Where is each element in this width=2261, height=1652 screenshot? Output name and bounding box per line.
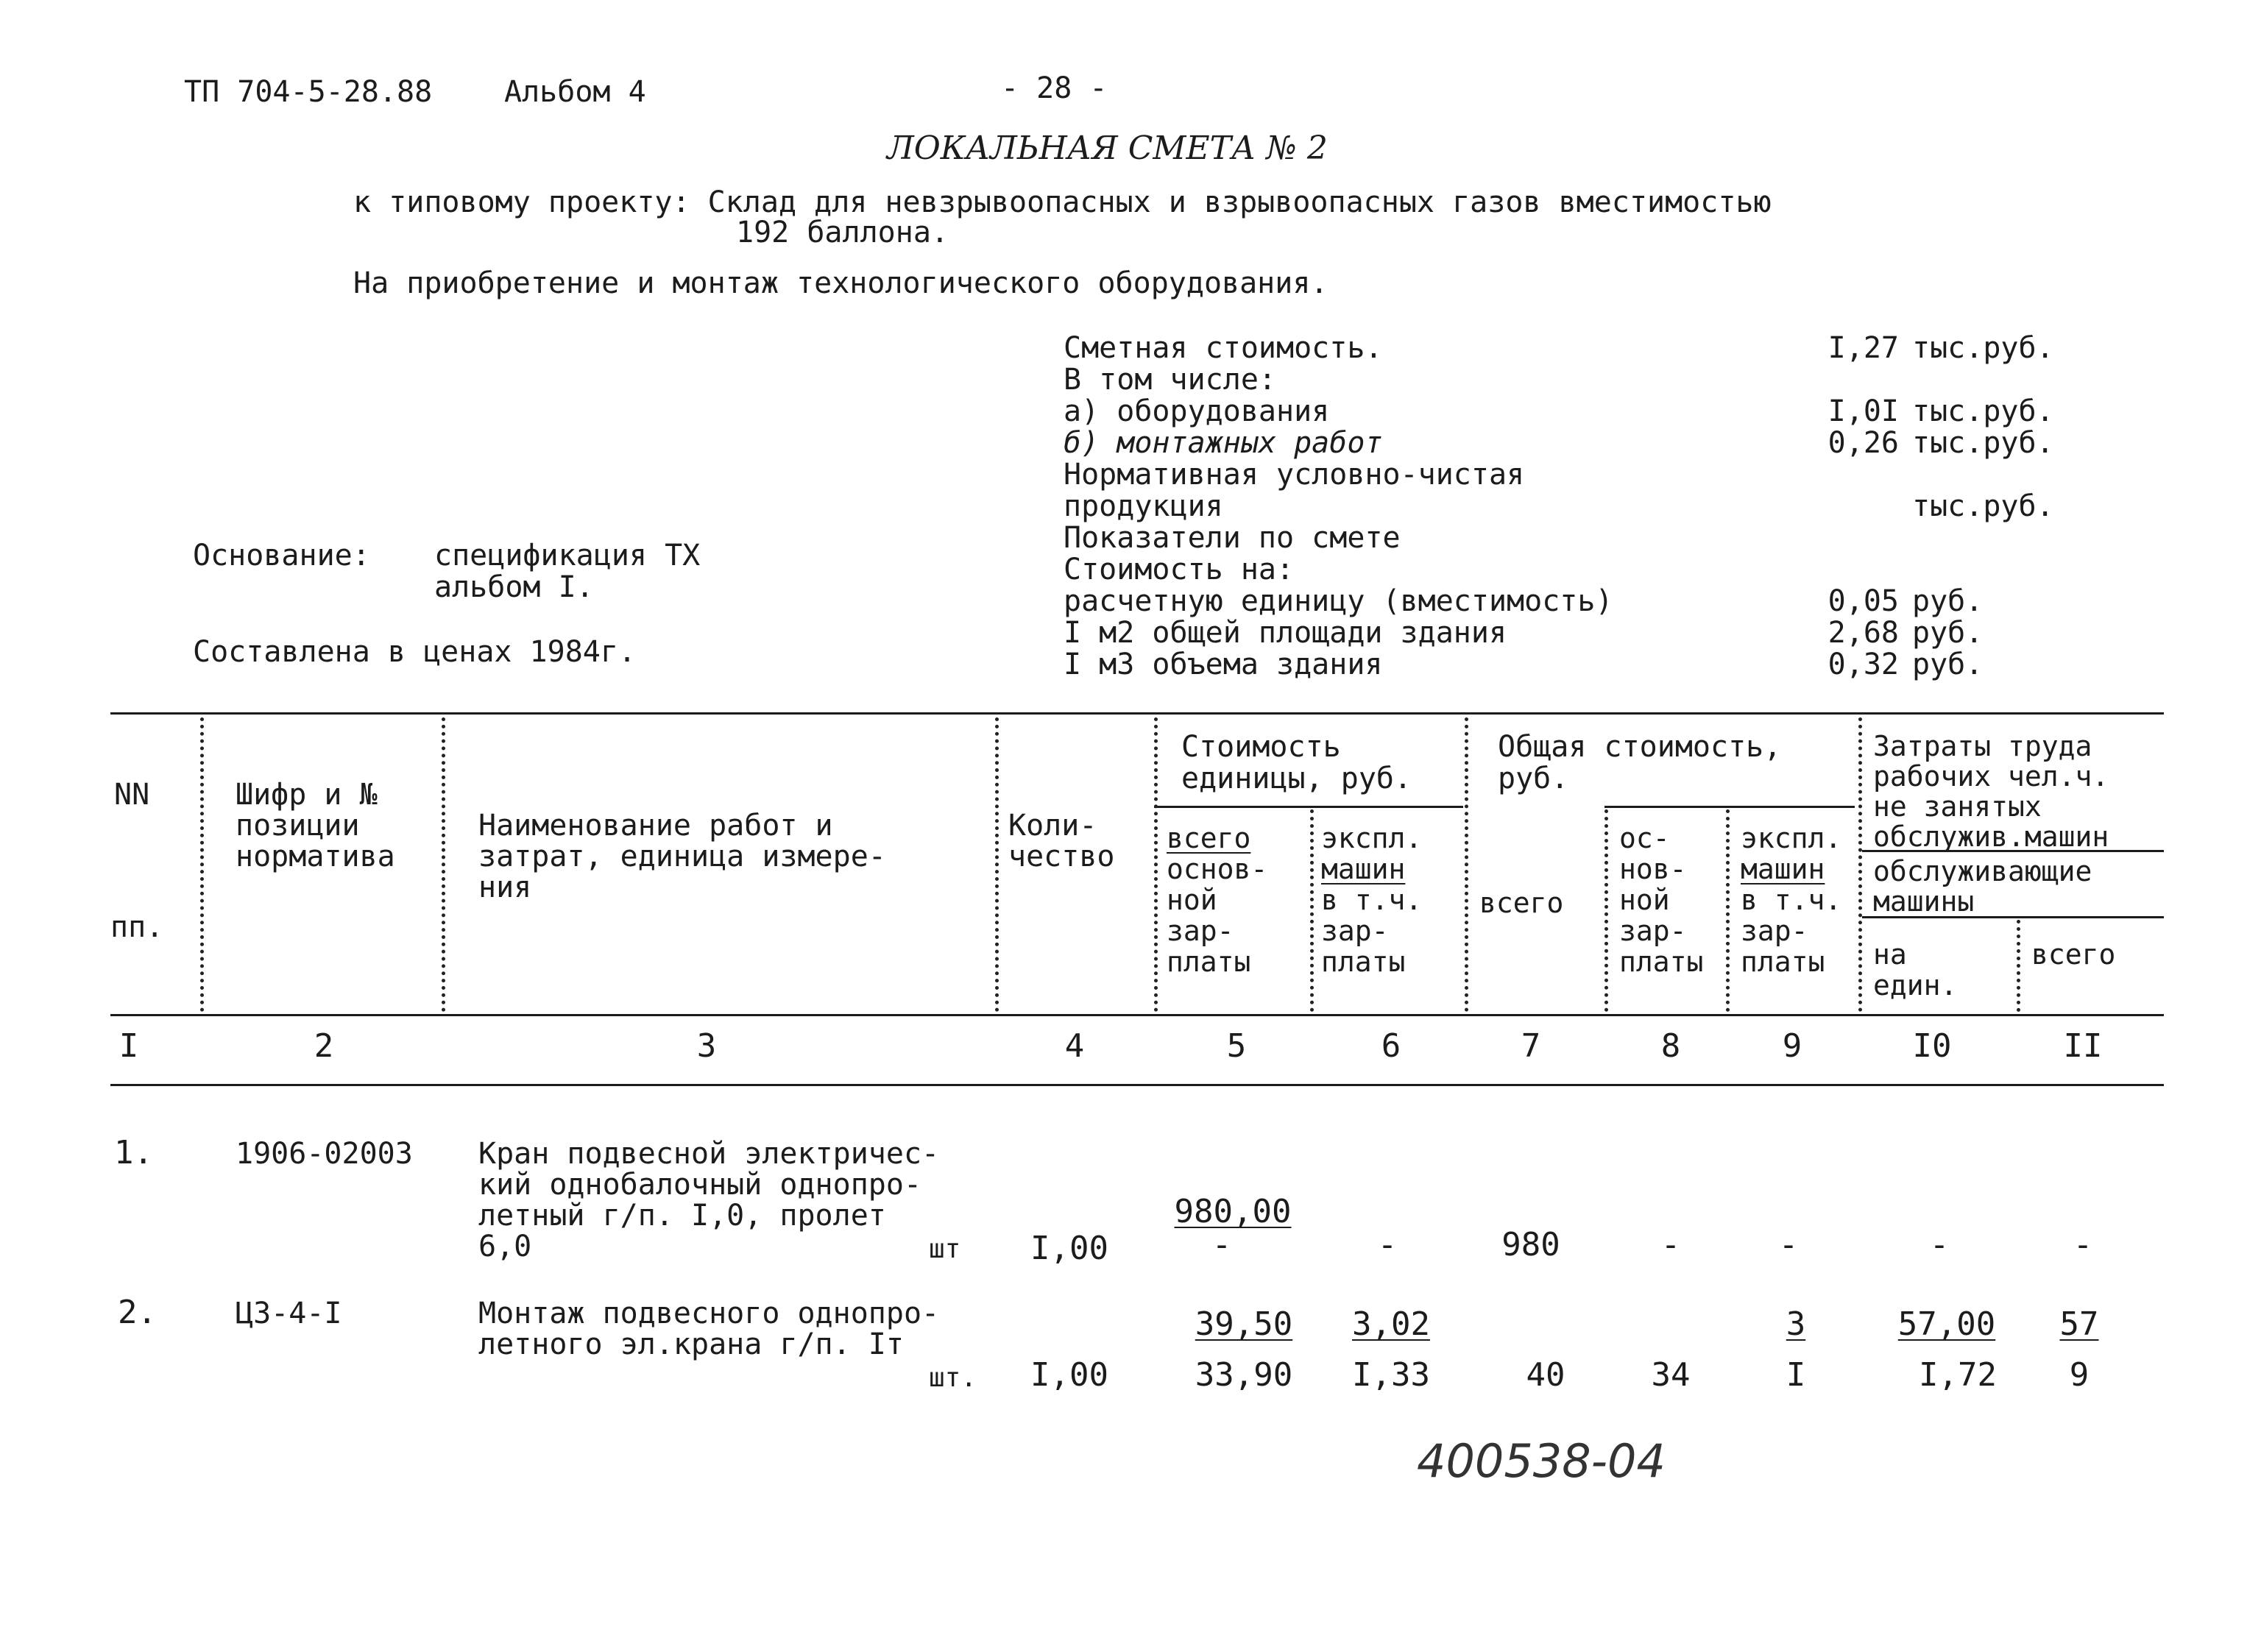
header-qty: чество <box>1008 840 1115 873</box>
summary-unit: тыс.руб. <box>1912 426 2054 460</box>
summary-unit: тыс.руб. <box>1912 489 2054 523</box>
row-total-machine: - <box>1778 1226 1799 1263</box>
row-number: 1. <box>114 1134 153 1171</box>
column-separator <box>1465 717 1468 1012</box>
summary-label: В том числе: <box>1064 363 1276 397</box>
row-total-machine-wages: I <box>1786 1356 1806 1394</box>
subheader-rule-unit-cost <box>1154 806 1463 808</box>
header-col6: экспл. <box>1321 822 1423 854</box>
column-number: 5 <box>1226 1027 1247 1065</box>
header-col11: всего <box>2031 938 2116 971</box>
row-name-line: летного эл.крана г/п. Iт <box>478 1327 904 1361</box>
row-name-line: Кран подвесной электричес- <box>478 1137 940 1171</box>
header-col8: ос- <box>1619 822 1670 854</box>
document-code: ТП 704-5-28.88 <box>184 75 433 109</box>
header-unit-cost-group: единицы, руб. <box>1181 762 1412 795</box>
summary-value: 0,05 <box>1827 584 1899 618</box>
row-unit-cost-wages: - <box>1211 1226 1232 1263</box>
header-name: затрат, единица измере- <box>478 840 886 873</box>
row-total-wages: 34 <box>1651 1356 1691 1394</box>
header-total-cost-group: руб. <box>1498 762 1569 795</box>
row-machine-cost: 3,02 <box>1352 1305 1430 1343</box>
column-number: 4 <box>1064 1027 1085 1065</box>
summary-label: I м2 общей площади здания <box>1064 616 1507 650</box>
basis-value-1: спецификация ТХ <box>434 539 701 572</box>
column-number: 3 <box>696 1027 717 1065</box>
summary-label: Показатели по смете <box>1064 521 1401 555</box>
row-unit-cost-total: 980,00 <box>1174 1193 1292 1230</box>
column-number: 8 <box>1660 1027 1681 1065</box>
row-unit: шт. <box>929 1363 977 1393</box>
column-separator <box>1310 809 1314 1012</box>
header-labor-sub1: обслужив.машин <box>1873 820 2109 853</box>
project-line-1: к типовому проекту: Склад для невзрывоопасных и взрывоопасных газов вместимостью <box>353 185 1772 219</box>
header-col9: в т.ч. <box>1741 884 1842 916</box>
header-nn: NN <box>114 778 150 812</box>
summary-label: Нормативная условно-чистая <box>1064 458 1525 492</box>
column-separator <box>995 717 999 1012</box>
column-separator <box>1858 717 1862 1012</box>
summary-label: Сметная стоимость. <box>1064 331 1383 365</box>
row-labor-total: - <box>2073 1226 2093 1263</box>
row-total: 40 <box>1526 1356 1565 1394</box>
estimate-purpose: На приобретение и монтаж технологического оборудования. <box>353 266 1328 300</box>
row-code: 1906-02003 <box>236 1137 413 1171</box>
header-col6: машин <box>1321 853 1406 885</box>
header-col5: ной <box>1167 884 1217 916</box>
summary-unit: руб. <box>1912 584 1984 618</box>
summary-unit: тыс.руб. <box>1912 331 2054 365</box>
header-name: ния <box>478 871 532 904</box>
row-machine-wages: I,33 <box>1352 1356 1430 1394</box>
column-number: II <box>2063 1027 2103 1065</box>
summary-unit: руб. <box>1912 648 1984 681</box>
summary-value: I,0I <box>1827 394 1899 428</box>
row-total: 980 <box>1501 1226 1560 1263</box>
page-number: - 28 - <box>1001 71 1108 105</box>
header-col9: машин <box>1741 853 1825 885</box>
album-label: Альбом 4 <box>504 75 646 109</box>
summary-value: 0,32 <box>1827 648 1899 681</box>
inventory-number: 400538-04 <box>1417 1434 1666 1488</box>
column-number: I0 <box>1912 1027 1952 1065</box>
header-labor-group: рабочих чел.ч. <box>1873 760 2109 793</box>
row-name-line: Монтаж подвесного однопро- <box>478 1297 940 1330</box>
header-unit-cost-group: Стоимость <box>1181 730 1341 764</box>
summary-label: расчетную единицу (вместимость) <box>1064 584 1613 618</box>
header-code: Шифр и № <box>236 778 378 812</box>
row-name-line: летный г/п. I,0, пролет <box>478 1199 886 1233</box>
header-labor-sub2: обслуживающие <box>1873 855 2092 887</box>
header-col6: зар- <box>1321 915 1389 947</box>
header-col8: ной <box>1619 884 1670 916</box>
column-separator <box>442 717 445 1012</box>
price-level: Составлена в ценах 1984г. <box>193 635 637 669</box>
column-number: 9 <box>1782 1027 1802 1065</box>
column-numbers-rule <box>110 1084 2164 1086</box>
header-col6: платы <box>1321 946 1406 978</box>
summary-value: 0,26 <box>1827 426 1899 460</box>
header-col5: зар- <box>1167 915 1234 947</box>
header-total-cost-group: Общая стоимость, <box>1498 730 1782 764</box>
column-separator <box>1726 809 1730 1012</box>
column-number: 2 <box>314 1027 334 1065</box>
column-separator <box>2017 920 2020 1012</box>
row-unit-cost-total: 39,50 <box>1195 1305 1293 1343</box>
row-name-line: 6,0 <box>478 1230 532 1263</box>
header-col9: платы <box>1741 946 1825 978</box>
basis-label: Основание: <box>193 539 370 572</box>
row-labor-unit: - <box>1929 1226 1950 1263</box>
column-separator <box>200 717 204 1012</box>
header-col9: зар- <box>1741 915 1808 947</box>
header-col10: на <box>1873 938 1907 971</box>
summary-value: 2,68 <box>1827 616 1899 650</box>
row-code: Ц3-4-I <box>236 1297 342 1330</box>
summary-value: I,27 <box>1827 331 1899 365</box>
row-total-wages: - <box>1660 1226 1681 1263</box>
header-col7: всего <box>1479 887 1564 919</box>
header-labor-group: не занятых <box>1873 790 2042 823</box>
summary-unit: тыс.руб. <box>1912 394 2054 428</box>
header-labor-group: Затраты труда <box>1873 730 2092 762</box>
header-code: норматива <box>236 840 395 873</box>
header-col5: всего <box>1167 822 1251 854</box>
summary-label: Стоимость на: <box>1064 553 1295 586</box>
header-col6: в т.ч. <box>1321 884 1423 916</box>
header-pp: пп. <box>110 910 164 944</box>
header-col10: един. <box>1873 969 1958 1002</box>
column-separator <box>1604 809 1608 1012</box>
summary-label: а) оборудования <box>1064 394 1330 428</box>
table-header-bottom-rule <box>110 1014 2164 1016</box>
header-col8: платы <box>1619 946 1704 978</box>
project-line-2: 192 баллона. <box>736 216 949 249</box>
summary-label: б) монтажных работ <box>1064 426 1383 460</box>
row-unit-cost-wages: 33,90 <box>1195 1356 1293 1394</box>
column-separator <box>1154 717 1158 1012</box>
row-total-machine: 3 <box>1786 1305 1806 1343</box>
summary-label: продукция <box>1064 489 1223 523</box>
header-col8: нов- <box>1619 853 1687 885</box>
column-number: 6 <box>1381 1027 1401 1065</box>
header-col5: основ- <box>1167 853 1268 885</box>
row-labor-total: 57 <box>2059 1305 2099 1343</box>
header-name: Наименование работ и <box>478 809 833 843</box>
header-qty: Коли- <box>1008 809 1097 843</box>
row-quantity: I,00 <box>1030 1230 1108 1267</box>
row-machine-cost: - <box>1377 1226 1398 1263</box>
summary-unit: руб. <box>1912 616 1984 650</box>
summary-label: I м3 объема здания <box>1064 648 1383 681</box>
row-labor-unit: 57,00 <box>1897 1305 1996 1343</box>
subheader-rule-total-cost <box>1604 806 1855 808</box>
column-number: 7 <box>1521 1027 1541 1065</box>
table-top-rule <box>110 712 2164 715</box>
header-labor-sub2: машины <box>1873 885 1975 918</box>
row-number: 2. <box>118 1294 157 1331</box>
row-unit: шт <box>929 1234 961 1264</box>
header-col5: платы <box>1167 946 1251 978</box>
header-code: позиции <box>236 809 360 843</box>
row-labor-total-2: 9 <box>2069 1356 2090 1394</box>
header-col8: зар- <box>1619 915 1687 947</box>
row-quantity: I,00 <box>1030 1356 1108 1394</box>
row-name-line: кий однобалочный однопро- <box>478 1168 922 1202</box>
row-labor-unit-2: I,72 <box>1919 1356 1997 1394</box>
column-number: I <box>118 1027 139 1065</box>
estimate-title: ЛОКАЛЬНАЯ СМЕТА № 2 <box>887 130 1328 167</box>
header-col9: экспл. <box>1741 822 1842 854</box>
basis-value-2: альбом I. <box>434 570 594 604</box>
